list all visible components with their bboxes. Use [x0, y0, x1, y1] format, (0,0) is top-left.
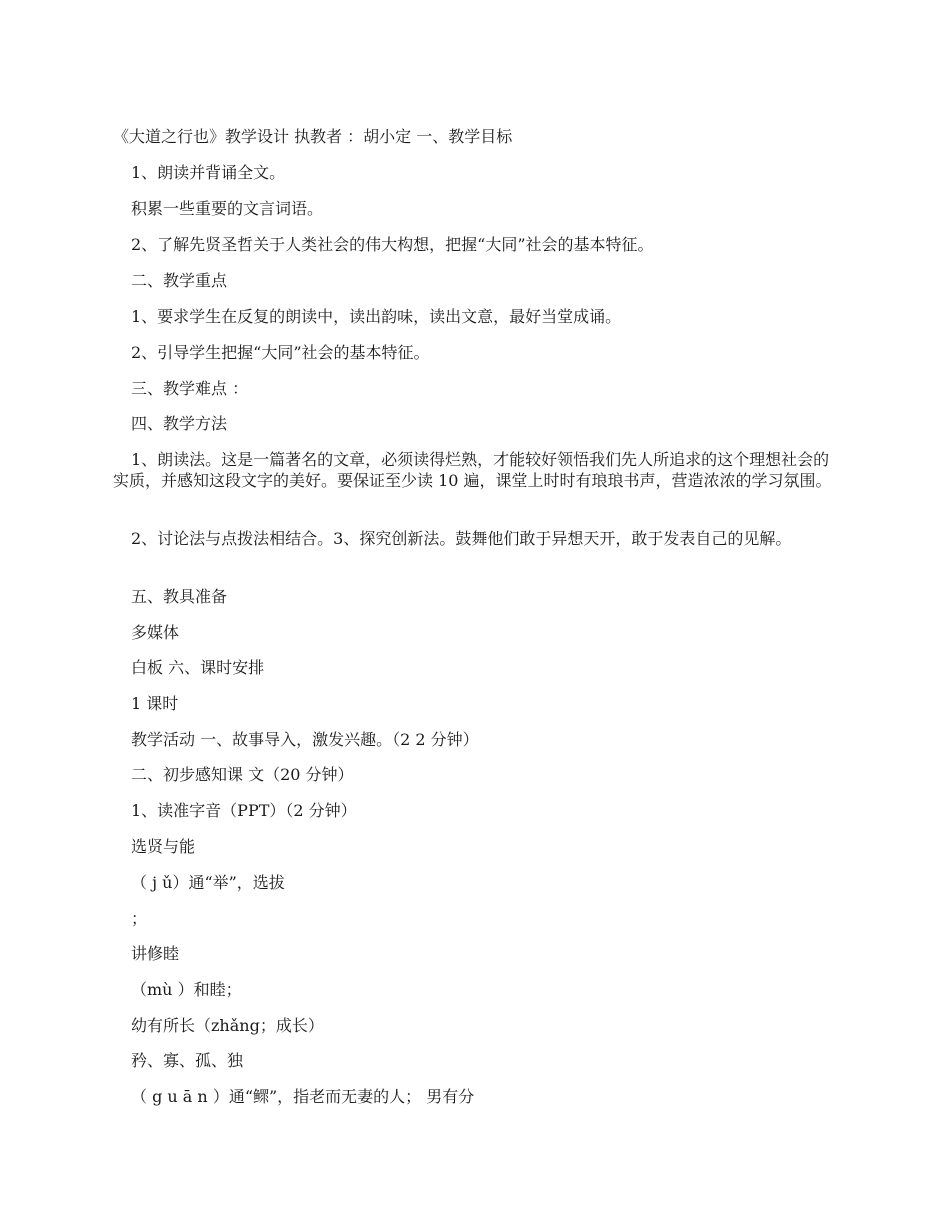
doc-line: 选贤与能	[131, 837, 196, 856]
doc-line: （ j ǔ）通“举”，选拔	[131, 873, 285, 892]
section-heading: 三、教学难点 ：	[131, 379, 249, 398]
section-heading: 二、初步感知课 文（20 分钟）	[131, 765, 354, 784]
doc-line: 1、朗读并背诵全文。	[131, 163, 286, 182]
doc-line: 多媒体	[131, 623, 180, 642]
doc-line: ；	[131, 909, 148, 928]
doc-paragraph: 2、讨论法与点拨法相结合。3、探究创新法。鼓舞他们敢于异想天开，敢于发表自己的见解。	[131, 529, 792, 548]
doc-line: 1、要求学生在反复的朗读中，读出韵味，读出文意，最好当堂成诵。	[131, 307, 622, 326]
doc-paragraph: 1、朗读法。这是一篇著名的文章，必须读得烂熟，才能较好领悟我们先人所追求的这个理想社会的实质，并感知这段文字的美好。要保证至少读 10 遍，课堂上时时有琅琅书声，营造浓浓的学习氛围。	[113, 450, 832, 490]
doc-line: 教学活动 一、故事导入，激发兴趣。（2 2 分钟）	[131, 730, 479, 749]
doc-line: 矜、寡、孤、独	[131, 1051, 244, 1070]
doc-line: （mù ）和睦；	[131, 980, 242, 999]
doc-line: 白板 六、课时安排	[131, 658, 265, 677]
doc-line: 积累一些重要的文言词语。	[131, 199, 324, 218]
doc-line: 1 课时	[131, 694, 179, 713]
doc-line: 2、了解先贤圣哲关于人类社会的伟大构想，把握“大同”社会的基本特征。	[131, 235, 654, 254]
doc-line: 幼有所长（zhǎng；成长）	[131, 1016, 324, 1035]
section-heading: 二、教学重点	[131, 271, 228, 290]
section-heading: 四、教学方法	[131, 414, 228, 433]
doc-line: 1、读准字音（PPT）（2 分钟）	[131, 801, 357, 820]
doc-line: 讲修睦	[131, 944, 180, 963]
doc-line: 2、引导学生把握“大同”社会的基本特征。	[131, 343, 430, 362]
section-heading: 五、教具准备	[131, 587, 228, 606]
doc-line: （ g u ā n ）通“鳏”，指老而无妻的人； 男有分	[131, 1087, 475, 1106]
doc-title-line: 《大道之行也》教学设计 执教者 ：胡小定 一、教学目标	[113, 127, 513, 146]
